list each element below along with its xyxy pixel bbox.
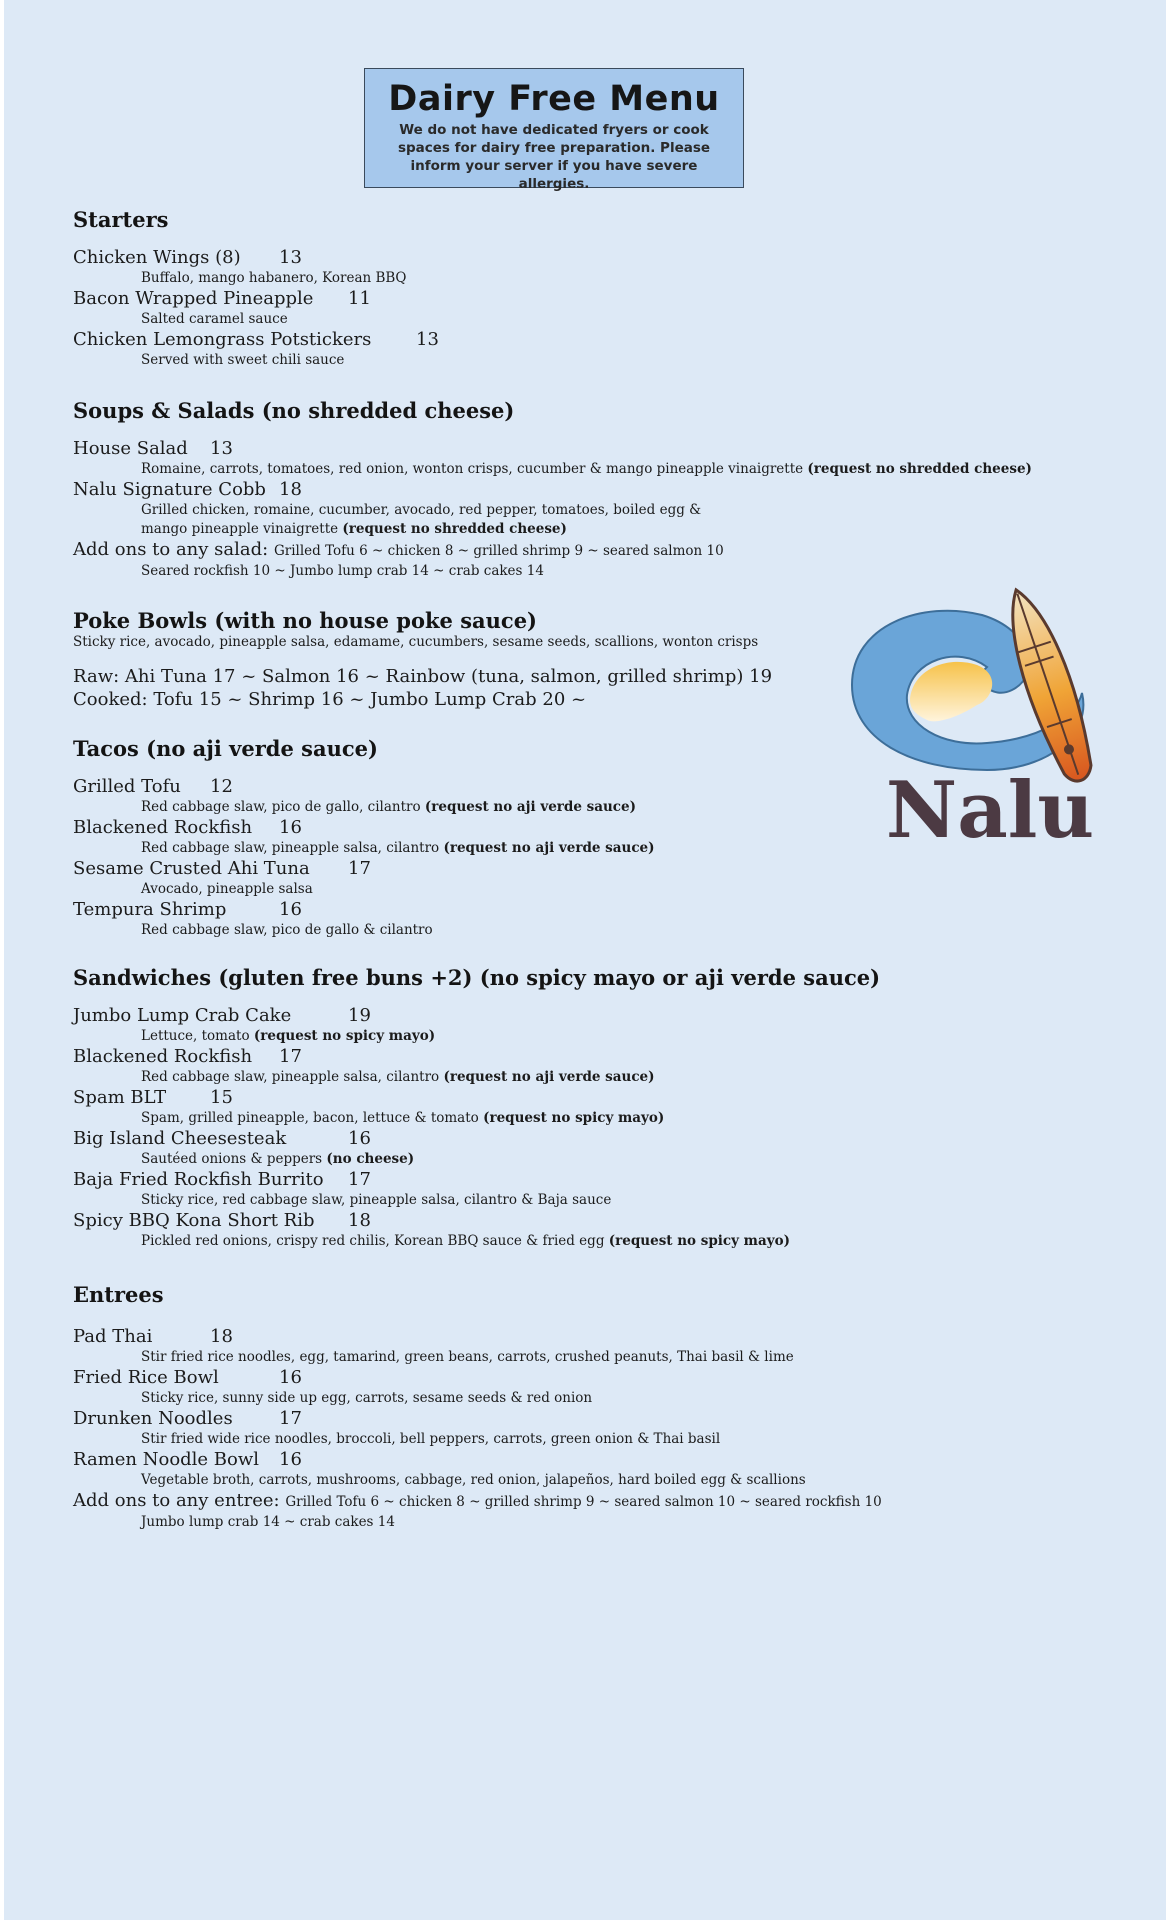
menu-item: [73, 1408, 882, 1449]
item-price: 17: [348, 858, 371, 879]
dietary-note: (request no spicy mayo): [253, 1028, 436, 1044]
salad-addons: [73, 539, 1032, 562]
poke-cooked-options: Cooked: Tofu 15 ~ Shrimp 16 ~ Jumbo Lump Crab 20 ~: [73, 689, 587, 710]
item-price: 16: [279, 1367, 302, 1388]
addon-label: Add ons to any entree:: [73, 1490, 280, 1511]
logo-wordmark: Nalu: [885, 765, 1095, 845]
item-name: Tempura Shrimp: [73, 899, 227, 920]
addon-label: Add ons to any salad:: [73, 539, 269, 560]
menu-item: [73, 1326, 882, 1367]
menu-item: [73, 479, 1032, 539]
item-description: Sticky rice, red cabbage slaw, pineapple salsa, cilantro & Baja sauce: [141, 1192, 612, 1208]
menu-item: [73, 1449, 882, 1490]
menu-item: [73, 1087, 880, 1128]
item-name: Pad Thai: [73, 1326, 153, 1347]
menu-item: [73, 776, 655, 817]
section-title: Sandwiches (gluten free buns +2) (no spicy mayo or aji verde sauce): [73, 965, 881, 990]
entree-addons: [73, 1490, 882, 1513]
item-price: 13: [279, 247, 302, 268]
menu-item: [73, 438, 1032, 479]
dietary-note: (request no shredded cheese): [342, 521, 567, 537]
item-description: Spam, grilled pineapple, bacon, lettuce & tomato: [141, 1110, 479, 1126]
section-title: Tacos (no aji verde sauce): [73, 736, 378, 761]
item-name: Jumbo Lump Crab Cake: [73, 1005, 292, 1026]
item-description: Sticky rice, sunny side up egg, carrots, sesame seeds & red onion: [141, 1390, 593, 1406]
item-price: 16: [279, 817, 302, 838]
item-name: Fried Rice Bowl: [73, 1367, 219, 1388]
section-soups-salads: [73, 398, 1032, 581]
menu-item: [73, 288, 439, 329]
item-description: Stir fried rice noodles, egg, tamarind, green beans, carrots, crushed peanuts, Thai basil & lime: [141, 1349, 794, 1365]
item-description: Pickled red onions, crispy red chilis, Korean BBQ sauce & fried egg: [141, 1233, 605, 1249]
dietary-note: (request no aji verde sauce): [443, 1069, 655, 1085]
item-description: Grilled chicken, romaine, cucumber, avocado, red pepper, tomatoes, boiled egg &: [141, 502, 702, 518]
section-subtitle: Sticky rice, avocado, pineapple salsa, edamame, cucumbers, sesame seeds, scallions, wonton crisps: [73, 634, 759, 650]
menu-title: Dairy Free Menu: [388, 79, 720, 119]
item-price: 16: [279, 1449, 302, 1470]
item-name: Drunken Noodles: [73, 1408, 233, 1429]
item-name: Ramen Noodle Bowl: [73, 1449, 260, 1470]
item-price: 17: [279, 1046, 302, 1067]
item-description: Lettuce, tomato: [141, 1028, 250, 1044]
menu-item: [73, 858, 655, 899]
section-entrees: [73, 1282, 882, 1532]
item-description: Served with sweet chili sauce: [141, 352, 345, 368]
item-price: 16: [279, 899, 302, 920]
menu-item: [73, 247, 439, 288]
menu-item: [73, 1005, 880, 1046]
section-title: Starters: [73, 207, 169, 232]
menu-item: [73, 1046, 880, 1087]
nalu-logo: [842, 575, 1137, 845]
item-price: 15: [210, 1087, 233, 1108]
item-price: 12: [210, 776, 233, 797]
section-tacos: [73, 736, 655, 940]
section-sandwiches: [73, 965, 880, 1251]
item-name: Blackened Rockfish: [73, 817, 253, 838]
allergy-note: We do not have dedicated fryers or cook spaces for dairy free preparation. Please inform your server if you have severe allergies.: [397, 122, 711, 192]
item-name: Spam BLT: [73, 1087, 167, 1108]
dietary-note: (request no spicy mayo): [608, 1233, 790, 1249]
addon-items: Jumbo lump crab 14 ~ crab cakes 14: [141, 1514, 395, 1530]
item-description: mango pineapple vinaigrette: [141, 521, 339, 537]
item-description: Vegetable broth, carrots, mushrooms, cabbage, red onion, jalapeños, hard boiled egg & scallions: [141, 1472, 806, 1488]
section-title: Entrees: [73, 1282, 164, 1307]
item-name: Spicy BBQ Kona Short Rib: [73, 1210, 315, 1231]
menu-item: [73, 1128, 880, 1169]
item-name: Bacon Wrapped Pineapple: [73, 288, 314, 309]
dairy-free-banner: [364, 68, 744, 192]
dietary-note: (request no aji verde sauce): [424, 799, 637, 815]
item-description: Avocado, pineapple salsa: [141, 881, 313, 897]
item-price: 17: [279, 1408, 302, 1429]
item-price: 19: [348, 1005, 371, 1026]
addon-items: Grilled Tofu 6 ~ chicken 8 ~ grilled shrimp 9 ~ seared salmon 10: [273, 543, 724, 559]
item-name: Chicken Wings (8): [73, 247, 241, 268]
dietary-note: (request no shredded cheese): [807, 461, 1032, 477]
item-price: 11: [348, 288, 371, 309]
dietary-note: (request no spicy mayo): [483, 1110, 665, 1126]
item-price: 16: [348, 1128, 371, 1149]
poke-raw-options: Raw: Ahi Tuna 17 ~ Salmon 16 ~ Rainbow (tuna, salmon, grilled shrimp) 19: [73, 666, 773, 687]
item-description: Red cabbage slaw, pico de gallo, cilantro: [141, 799, 421, 815]
menu-item: [73, 329, 439, 370]
item-price: 13: [210, 438, 233, 459]
item-name: Grilled Tofu: [73, 776, 181, 797]
section-title: Soups & Salads (no shredded cheese): [73, 398, 515, 423]
item-price: 13: [416, 329, 439, 350]
item-name: Nalu Signature Cobb: [73, 479, 266, 500]
item-description: Stir fried wide rice noodles, broccoli, bell peppers, carrots, green onion & Thai basil: [141, 1431, 721, 1447]
item-name: Sesame Crusted Ahi Tuna: [73, 858, 310, 879]
menu-page: [4, 0, 1166, 1920]
menu-item: [73, 899, 655, 940]
dietary-note: (request no aji verde sauce): [443, 840, 655, 856]
item-name: Blackened Rockfish: [73, 1046, 253, 1067]
item-description: Romaine, carrots, tomatoes, red onion, wonton crisps, cucumber & mango pineapple vinaigrette: [141, 461, 804, 477]
addon-items: Seared rockfish 10 ~ Jumbo lump crab 14 ~ crab cakes 14: [141, 563, 544, 579]
item-description: Red cabbage slaw, pineapple salsa, cilantro: [141, 1069, 440, 1085]
menu-item: [73, 1169, 880, 1210]
addon-items: Grilled Tofu 6 ~ chicken 8 ~ grilled shrimp 9 ~ seared salmon 10 ~ seared rockfish 10: [285, 1494, 882, 1510]
item-price: 18: [279, 479, 302, 500]
section-starters: [73, 207, 439, 370]
item-description: Red cabbage slaw, pico de gallo & cilantro: [141, 922, 433, 938]
item-description: Red cabbage slaw, pineapple salsa, cilantro: [141, 840, 440, 856]
menu-item: [73, 1210, 880, 1251]
menu-item: [73, 817, 655, 858]
menu-item: [73, 1367, 882, 1408]
section-title: Poke Bowls (with no house poke sauce): [73, 608, 537, 633]
item-price: 18: [348, 1210, 371, 1231]
item-name: Baja Fried Rockfish Burrito: [73, 1169, 324, 1190]
item-price: 17: [348, 1169, 371, 1190]
item-description: Buffalo, mango habanero, Korean BBQ: [141, 270, 407, 286]
item-name: Big Island Cheesesteak: [73, 1128, 287, 1149]
dietary-note: (no cheese): [326, 1151, 415, 1167]
item-description: Salted caramel sauce: [141, 311, 288, 327]
item-description: Sautéed onions & peppers: [141, 1151, 323, 1167]
item-name: House Salad: [73, 438, 188, 459]
section-poke-bowls: [73, 608, 772, 711]
item-name: Chicken Lemongrass Potstickers: [73, 329, 372, 350]
item-price: 18: [210, 1326, 233, 1347]
